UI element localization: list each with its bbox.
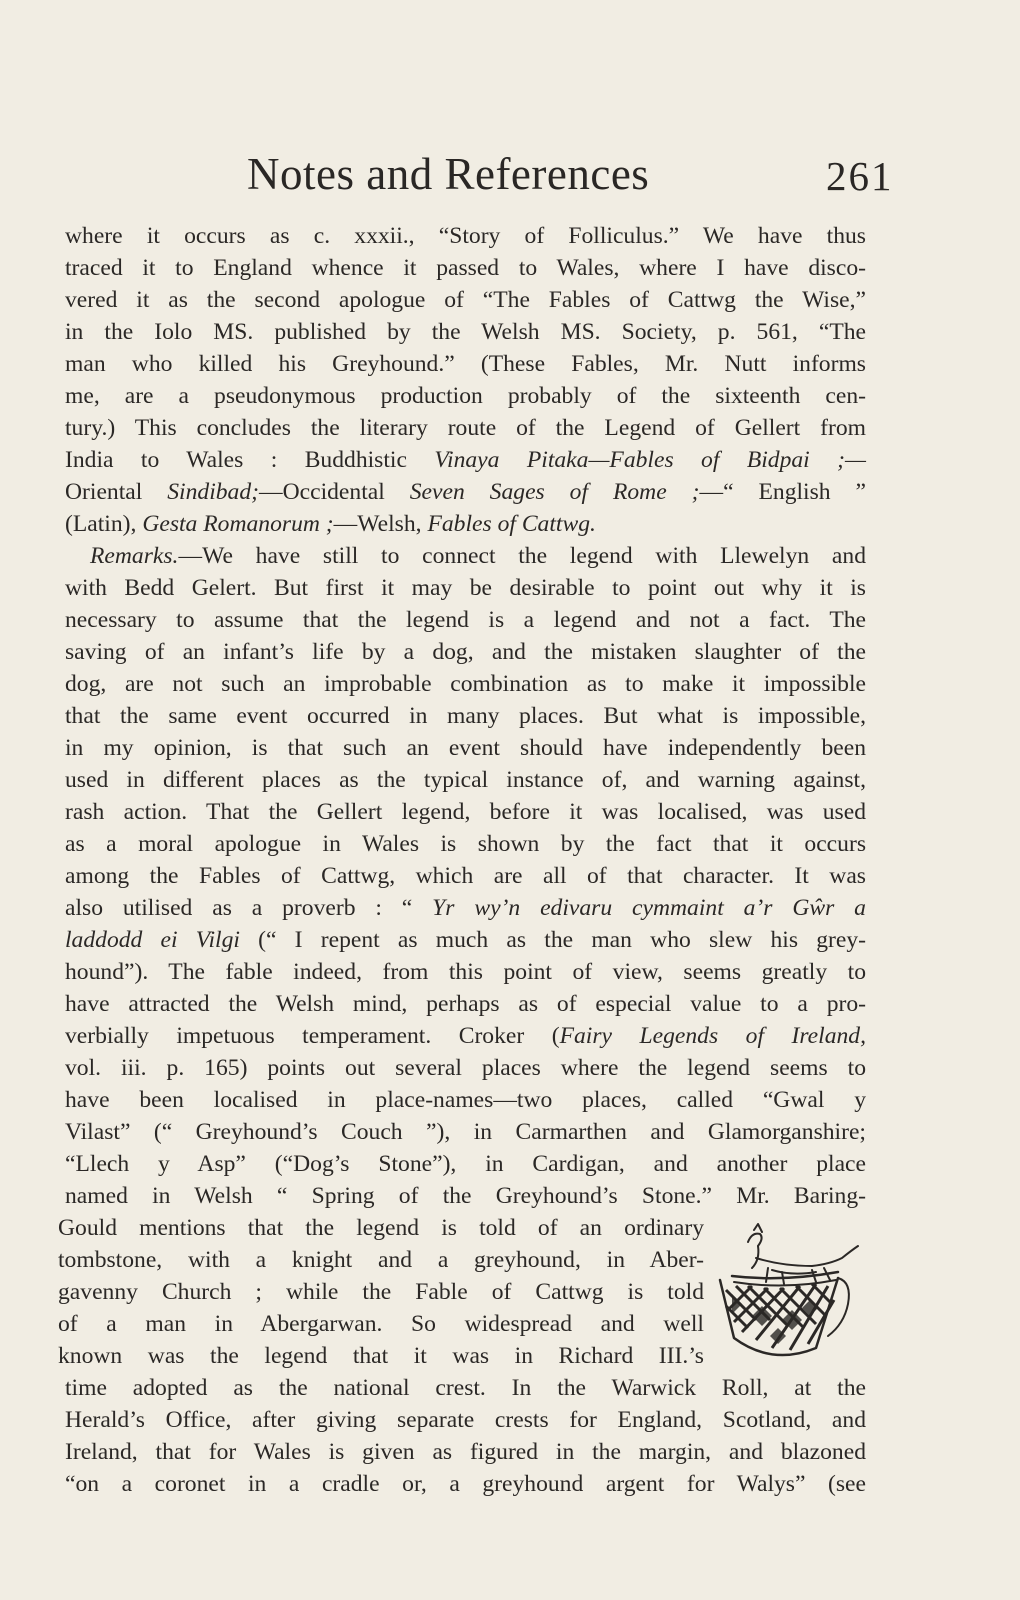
text-line (65, 445, 866, 475)
text-segment: India to Wales : Buddhistic (65, 447, 435, 473)
text-line: tombstone, with a knight and a greyhound, in Aber- (58, 1247, 704, 1273)
text-line: with Bedd Gelert. But first it may be desirable to point out why it is (65, 575, 866, 601)
text-line (90, 541, 866, 571)
text-line: Vilast” (“ Greyhound’s Couch ”), in Carmarthen and Glamorganshire; (65, 1119, 866, 1145)
text-line: named in Welsh “ Spring of the Greyhound’s Stone.” Mr. Baring- (65, 1183, 866, 1209)
text-segment: —We have still to connect the legend with Llewelyn and (178, 543, 866, 569)
text-line: gavenny Church ; while the Fable of Cattwg is told (58, 1279, 704, 1305)
text-line: man who killed his Greyhound.” (These Fables, Mr. Nutt informs (65, 351, 866, 377)
text-line: Ireland, that for Wales is given as figured in the margin, and blazoned (65, 1439, 866, 1465)
text-line: “on a coronet in a cradle or, a greyhound argent for Walys” (see (65, 1471, 866, 1497)
text-line: have attracted the Welsh mind, perhaps as of especial value to a pro- (65, 991, 866, 1017)
italic-title: Gesta Romanorum ; (142, 511, 334, 537)
running-title: Notes and References (247, 149, 650, 199)
text-line: saving of an infant’s life by a dog, and the mistaken slaughter of the (65, 639, 866, 665)
text-line: Herald’s Office, after giving separate crests for England, Scotland, and (65, 1407, 866, 1433)
text-line: in my opinion, is that such an event should have independently been (65, 735, 866, 761)
page-header (0, 148, 1020, 208)
italic-title: Fables of Cattwg. (427, 511, 596, 537)
italic-title: Sindibad; (167, 479, 259, 505)
text-line: used in different places as the typical instance of, and warning against, (65, 767, 866, 793)
text-line (65, 1021, 866, 1051)
text-line: vered it as the second apologue of “The Fables of Cattwg the Wise,” (65, 287, 866, 313)
text-segment: —“ English ” (699, 479, 866, 505)
text-line: known was the legend that it was in Richard III.’s (58, 1343, 704, 1369)
text-segment: Oriental (65, 479, 168, 505)
text-line (65, 477, 866, 507)
text-segment: also utilised as a proverb : “ (65, 895, 433, 921)
text-segment: verbially impetuous temperament. Croker ( (65, 1023, 560, 1049)
text-line: traced it to England whence it passed to Wales, where I have disco- (65, 255, 866, 281)
text-line: vol. iii. p. 165) points out several places where the legend seems to (65, 1055, 866, 1081)
text-line: where it occurs as c. xxxii., “Story of Folliculus.” We have thus (65, 223, 866, 249)
text-line: hound”). The fable indeed, from this point of view, seems greatly to (65, 959, 866, 985)
italic-welsh-proverb: laddodd ei Vilgi (65, 927, 240, 953)
italic-welsh-proverb: Yr wy’n edivaru cymmaint a’r Gŵr a (432, 895, 866, 921)
text-segment: (Latin), (65, 511, 143, 537)
italic-title: Fairy Legends of Ireland, (559, 1023, 866, 1049)
text-line (65, 893, 866, 923)
text-segment: —Occidental (259, 479, 410, 505)
text-line: rash action. That the Gellert legend, before it was localised, was used (65, 799, 866, 825)
text-line: necessary to assume that the legend is a legend and not a fact. The (65, 607, 866, 633)
italic-title: Vinaya Pitaka—Fables of Bidpai ;— (434, 447, 866, 473)
italic-heading: Remarks. (90, 543, 179, 569)
text-line (65, 509, 866, 539)
text-line: in the Iolo MS. published by the Welsh MS. Society, p. 561, “The (65, 319, 866, 345)
italic-title: Seven Sages of Rome ; (409, 479, 700, 505)
text-line (65, 925, 866, 955)
text-line: me, are a pseudonymous production probably of the sixteenth cen- (65, 383, 866, 409)
text-line: of a man in Abergarwan. So widespread and well (58, 1311, 704, 1337)
text-line: among the Fables of Cattwg, which are all of that character. It was (65, 863, 866, 889)
text-line: that the same event occurred in many places. But what is impossible, (65, 703, 866, 729)
text-segment: —Welsh, (333, 511, 428, 537)
text-segment: (“ I repent as much as the man who slew his grey- (239, 927, 866, 953)
text-line: Gould mentions that the legend is told of an ordinary (58, 1215, 704, 1241)
greyhound-in-cradle-crest-icon (712, 1220, 862, 1370)
text-line: tury.) This concludes the literary route of the Legend of Gellert from (65, 415, 866, 441)
text-line: as a moral apologue in Wales is shown by the fact that it occurs (65, 831, 866, 857)
text-line: time adopted as the national crest. In the Warwick Roll, at the (65, 1375, 866, 1401)
text-line: dog, are not such an improbable combination as to make it impossible (65, 671, 866, 697)
text-line: “Llech y Asp” (“Dog’s Stone”), in Cardigan, and another place (65, 1151, 866, 1177)
page-number: 261 (826, 153, 894, 199)
text-line: have been localised in place-names—two places, called “Gwal y (65, 1087, 866, 1113)
